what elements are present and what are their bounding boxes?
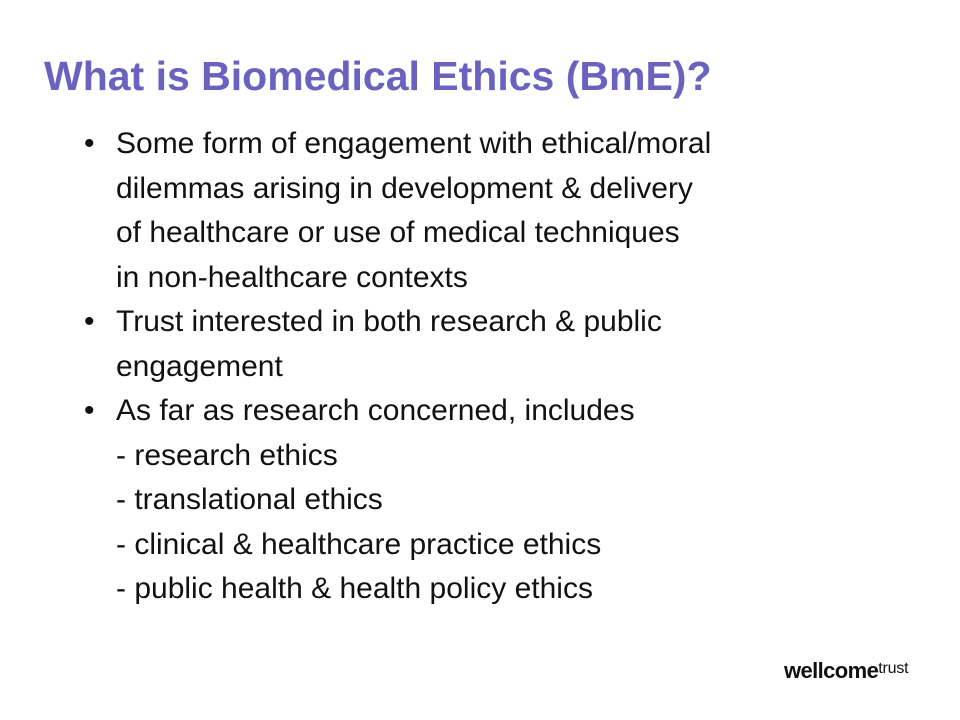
bullet-marker: • xyxy=(84,394,95,427)
logo-wordmark: wellcome xyxy=(784,658,879,683)
bullet-list xyxy=(84,122,711,612)
bullet-text-line: engagement xyxy=(116,349,283,383)
bullet-text-line: As far as research concerned, includes xyxy=(116,394,635,427)
bullet-item xyxy=(84,300,711,389)
bullet-item xyxy=(84,389,711,612)
bullet-text-line: - research ethics xyxy=(116,438,338,472)
bullet-text-line: - translational ethics xyxy=(116,483,383,516)
bullet-text-line: dilemmas arising in development & delivery xyxy=(116,171,693,205)
bullet-item xyxy=(84,122,711,300)
bullet-text-line: - clinical & healthcare practice ethics xyxy=(116,527,602,561)
bullet-marker: • xyxy=(84,305,95,338)
bullet-text-line: Trust interested in both research & public xyxy=(116,305,662,338)
bullet-text-line: of healthcare or use of medical techniques xyxy=(116,216,680,249)
bullet-text-line: - public health & health policy ethics xyxy=(116,572,593,605)
slide-title: What is Biomedical Ethics (BmE)? xyxy=(44,53,712,99)
wellcome-trust-logo xyxy=(784,660,908,682)
bullet-text-line: in non-healthcare contexts xyxy=(116,260,468,294)
logo-suffix: trust xyxy=(878,660,909,677)
bullet-text-line: Some form of engagement with ethical/moral xyxy=(116,127,712,160)
bullet-marker: • xyxy=(84,127,95,160)
